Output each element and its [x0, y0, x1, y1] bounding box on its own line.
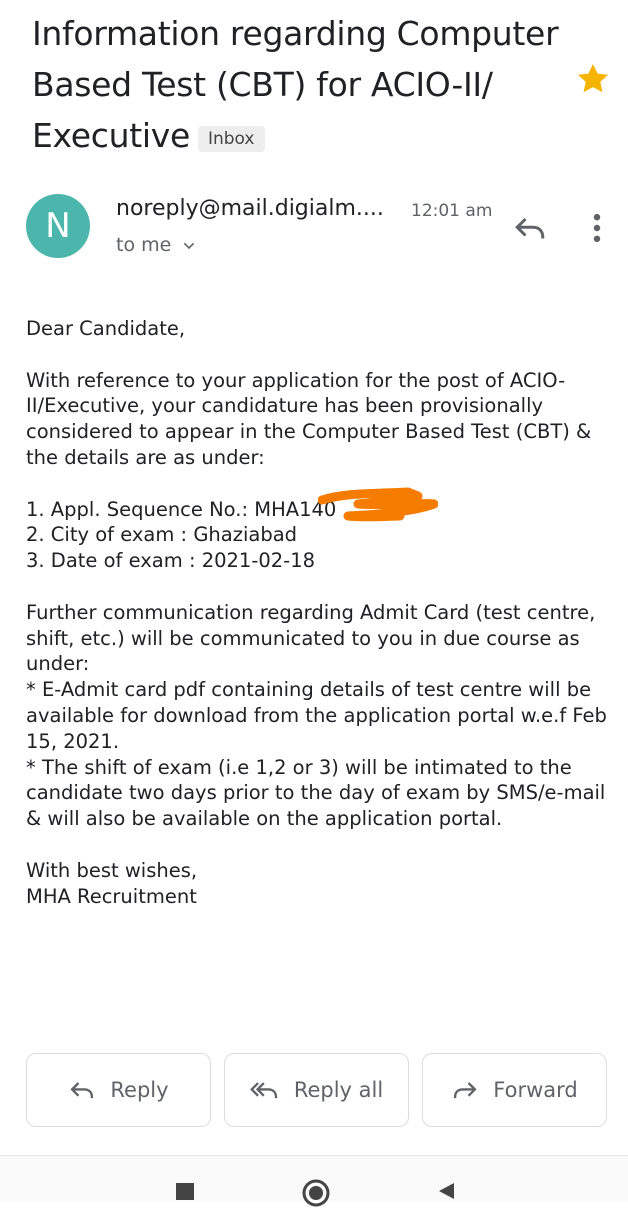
inbox-label-badge[interactable]: Inbox	[198, 126, 265, 152]
reply-button[interactable]	[26, 1053, 211, 1127]
star-icon[interactable]	[574, 60, 612, 98]
body-further	[26, 600, 616, 832]
reply-icon[interactable]	[512, 210, 548, 246]
bullet-shift: * The shift of exam (i.e 1,2 or 3) will be intimated to the candidate two days prior to the day of exam by SMS/e-mail & will also be available on the application portal.	[26, 755, 606, 831]
home-icon[interactable]	[301, 1178, 331, 1208]
forward-icon	[451, 1076, 479, 1104]
sender-address[interactable]: noreply@mail.digialm....	[116, 196, 384, 221]
recipient-label: to me	[116, 234, 172, 256]
detail-date: 3. Date of exam : 2021-02-18	[26, 549, 316, 573]
reply-button-label: Reply	[110, 1078, 169, 1102]
body-intro: With reference to your application for the post of ACIO-II/Executive, your candidature has been provisionally considered to appear in the Computer Based Test (CBT) & the details are as under:	[26, 368, 592, 469]
detail-sequence-no: 1. Appl. Sequence No.: MHA140	[26, 497, 337, 521]
email-time: 12:01 am	[411, 201, 493, 221]
email-subject-block	[32, 8, 572, 161]
email-body	[26, 316, 616, 935]
recipient-toggle[interactable]	[116, 234, 197, 256]
email-subject: Information regarding Computer Based Test (CBT) for ACIO-II/ Executive	[32, 14, 559, 155]
chevron-down-icon	[181, 238, 197, 254]
detail-city: 2. City of exam : Ghaziabad	[26, 523, 298, 547]
redaction-scribble	[318, 486, 438, 526]
reply-icon	[68, 1076, 96, 1104]
back-icon[interactable]	[436, 1181, 456, 1201]
reply-all-icon	[250, 1076, 280, 1104]
forward-button-label: Forward	[493, 1078, 578, 1102]
body-greeting: Dear Candidate,	[26, 317, 186, 340]
more-vert-icon[interactable]	[584, 208, 610, 248]
reply-all-button[interactable]	[224, 1053, 409, 1127]
further-text: Further communication regarding Admit Card (test centre, shift, etc.) will be communicated to you in due course as under:	[26, 600, 596, 676]
reply-all-button-label: Reply all	[293, 1078, 384, 1102]
bullet-admit-card: * E-Admit card pdf containing details of test centre will be available for download from the application portal w.e.f Feb 15, 2021.	[26, 678, 607, 753]
recents-icon[interactable]	[176, 1183, 194, 1200]
forward-button[interactable]	[422, 1053, 607, 1127]
body-closing	[26, 858, 616, 910]
closing-wishes: With best wishes,	[26, 858, 198, 882]
sender-avatar[interactable]: N	[26, 194, 90, 258]
closing-signature: MHA Recruitment	[26, 884, 197, 908]
